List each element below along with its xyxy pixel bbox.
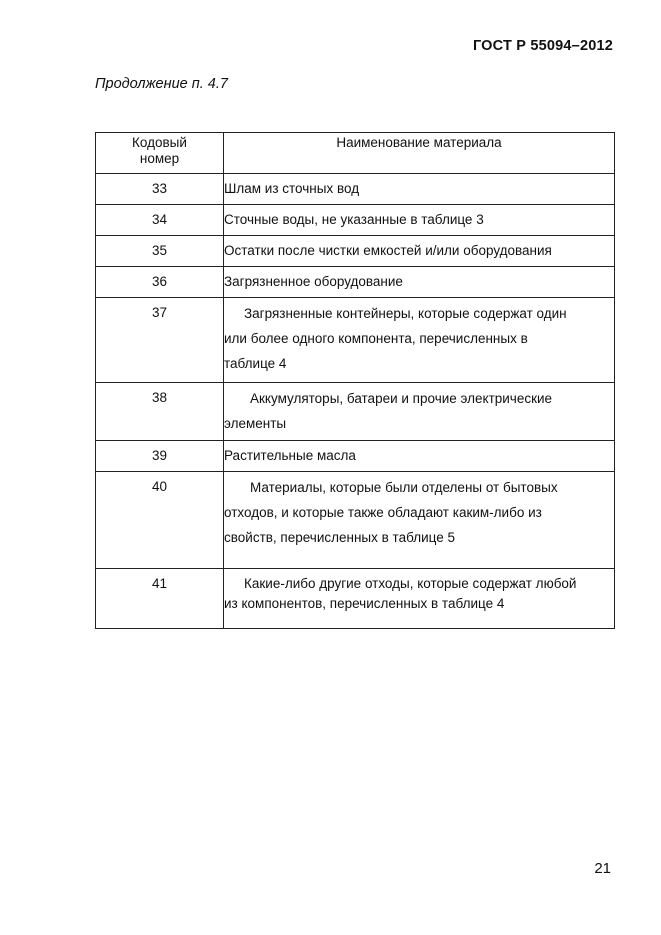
row-material-name bbox=[224, 383, 615, 441]
table-row bbox=[96, 569, 615, 629]
row-material-name: Шлам из сточных вод bbox=[224, 174, 615, 205]
row-code: 40 bbox=[96, 472, 224, 569]
continuation-label: Продолжение п. 4.7 bbox=[95, 76, 228, 92]
column-header-code bbox=[96, 133, 224, 174]
materials-table bbox=[95, 132, 615, 629]
row-material-name bbox=[224, 569, 615, 629]
table-row bbox=[96, 441, 615, 472]
row-code: 39 bbox=[96, 441, 224, 472]
table-header-row bbox=[96, 133, 615, 174]
row-material-name bbox=[224, 472, 615, 569]
column-header-name: Наименование материала bbox=[224, 133, 615, 174]
row-material-name-line: из компонентов, перечисленных в таблице 4 bbox=[224, 596, 505, 611]
row-material-name-line: или более одного компонента, перечисленных в bbox=[224, 331, 528, 346]
row-material-name: Сточные воды, не указанные в таблице 3 bbox=[224, 205, 615, 236]
row-material-name-line: свойств, перечисленных в таблице 5 bbox=[224, 530, 455, 545]
row-material-name-line: элементы bbox=[224, 416, 287, 431]
table-row bbox=[96, 383, 615, 441]
table-row bbox=[96, 472, 615, 569]
row-material-name-line: Какие-либо другие отходы, которые содержат любой bbox=[244, 576, 577, 591]
table-row bbox=[96, 267, 615, 298]
document-code-header: ГОСТ Р 55094–2012 bbox=[472, 38, 613, 54]
table-row bbox=[96, 205, 615, 236]
row-material-name-line: Аккумуляторы, батареи и прочие электрические bbox=[250, 391, 553, 406]
row-material-name: Загрязненное оборудование bbox=[224, 267, 615, 298]
row-material-name-line: Загрязненные контейнеры, которые содержат один bbox=[244, 306, 567, 321]
column-header-code-line1: Кодовый bbox=[132, 135, 187, 150]
table-row bbox=[96, 298, 615, 383]
row-material-name: Остатки после чистки емкостей и/или оборудования bbox=[224, 236, 615, 267]
row-code: 35 bbox=[96, 236, 224, 267]
row-code: 33 bbox=[96, 174, 224, 205]
page-number: 21 bbox=[594, 860, 611, 877]
row-code: 36 bbox=[96, 267, 224, 298]
row-code: 41 bbox=[96, 569, 224, 629]
table-row bbox=[96, 236, 615, 267]
row-code: 37 bbox=[96, 298, 224, 383]
row-material-name-line: отходов, и которые также обладают каким-либо из bbox=[224, 505, 542, 520]
column-header-code-line2: номер bbox=[139, 151, 180, 166]
table-row bbox=[96, 174, 615, 205]
row-material-name bbox=[224, 298, 615, 383]
row-material-name: Растительные масла bbox=[224, 441, 615, 472]
row-code: 34 bbox=[96, 205, 224, 236]
row-code: 38 bbox=[96, 383, 224, 441]
row-material-name-line: Материалы, которые были отделены от бытовых bbox=[250, 480, 558, 495]
row-material-name-line: таблице 4 bbox=[224, 356, 287, 371]
